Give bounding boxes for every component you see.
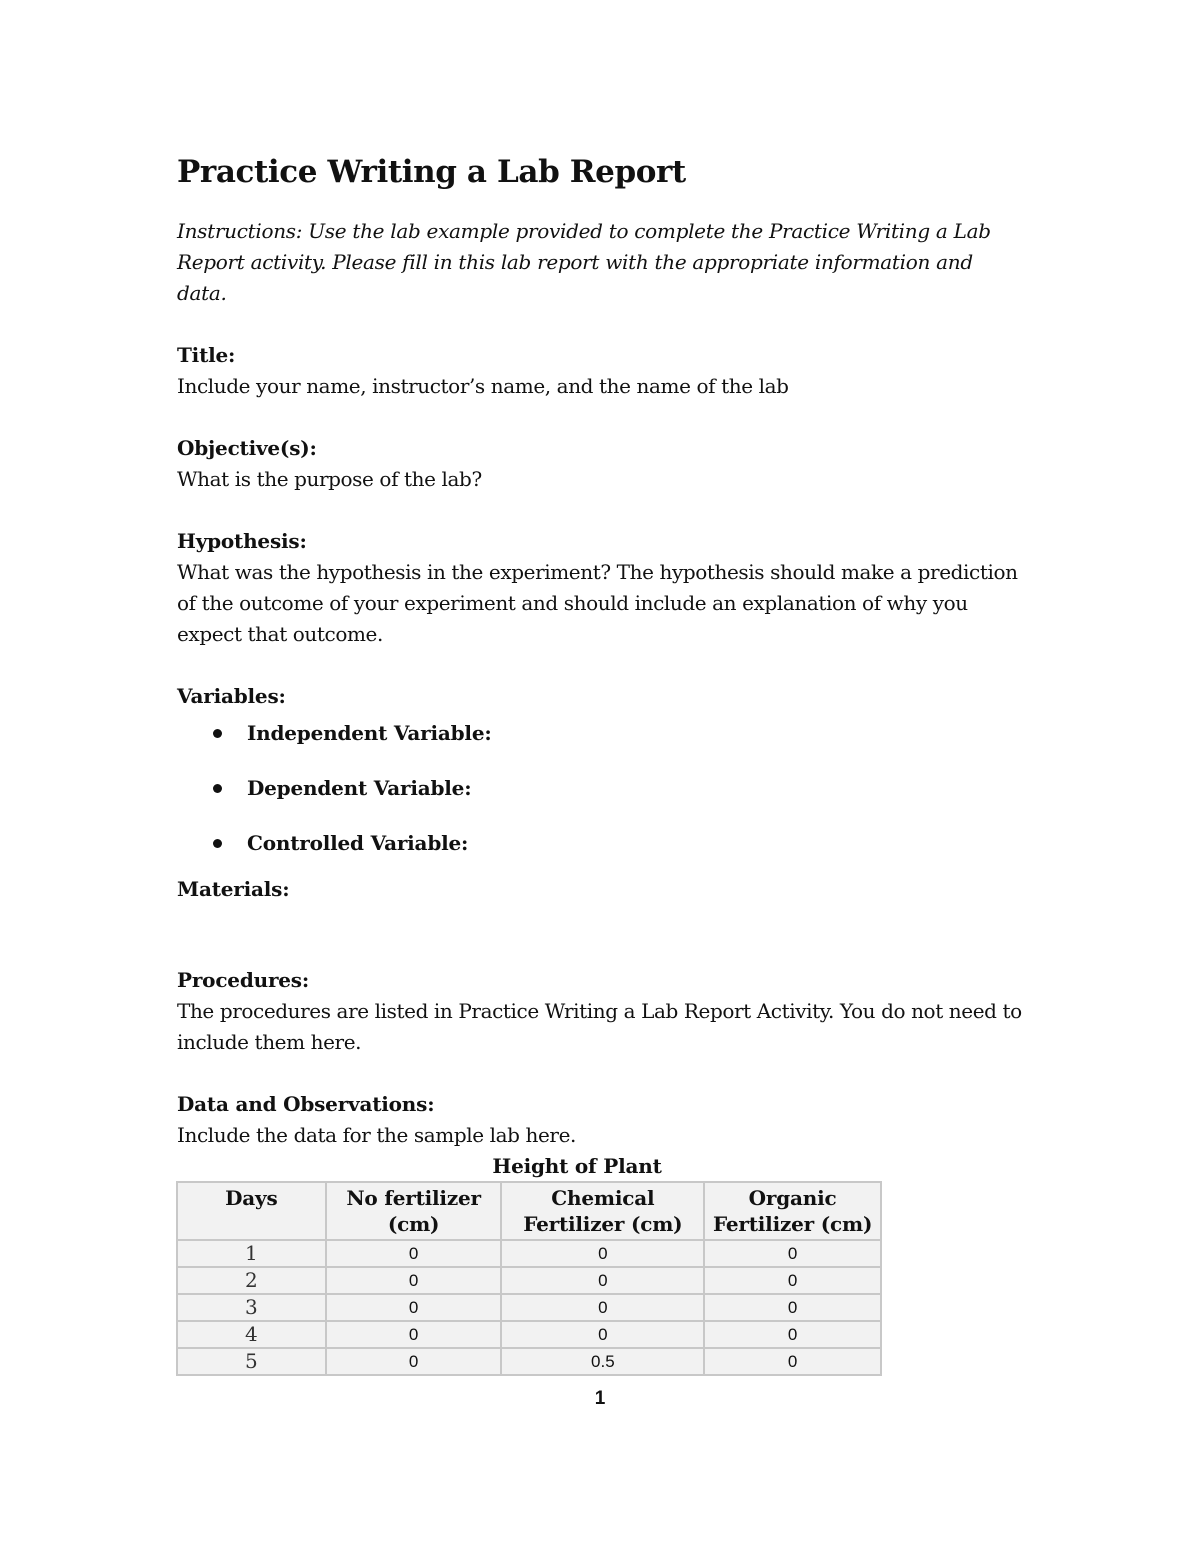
table-cell: 4 [177,1321,326,1348]
variables-list [177,718,1027,858]
bullet-icon [213,729,222,738]
table-cell: 3 [177,1294,326,1321]
instructions-text: Instructions: Use the lab example provided to complete the Practice Writing a Lab Report activity. Please fill in this lab report with the appropriate information and data. [177,219,991,305]
table-cell: 0 [326,1267,502,1294]
section-procedures [177,965,1027,1058]
variable-item [177,718,1027,748]
column-header-days: Days [177,1182,326,1240]
section-hypothesis [177,526,1027,650]
variable-label: Dependent Variable: [247,776,472,800]
section-title [177,340,1027,402]
materials-blank-area [177,905,1027,951]
table-cell: 0 [501,1240,704,1267]
table-cell: 0 [704,1348,881,1375]
table-row [177,1321,881,1348]
table-cell: 0 [704,1294,881,1321]
page-number: 1 [594,1388,606,1409]
section-procedures-text: The procedures are listed in Practice Writing a Lab Report Activity. You do not need to include them here. [177,999,1022,1054]
table-cell: 0.5 [501,1348,704,1375]
document-content [177,150,1027,1376]
column-header-no-fertilizer: No fertilizer (cm) [326,1182,502,1240]
section-objectives [177,433,1027,495]
table-cell: 0 [501,1267,704,1294]
section-materials-heading: Materials: [177,877,290,901]
section-materials [177,874,1027,951]
table-cell: 5 [177,1348,326,1375]
table-cell: 0 [704,1267,881,1294]
table-cell: 0 [326,1348,502,1375]
section-data [177,1089,1027,1151]
bullet-icon [213,784,222,793]
section-data-text: Include the data for the sample lab here. [177,1123,576,1147]
table-cell: 0 [501,1294,704,1321]
column-header-chemical-fertilizer: Chemical Fertilizer (cm) [501,1182,704,1240]
table-cell: 0 [704,1321,881,1348]
section-objectives-heading: Objective(s): [177,436,317,460]
table-cell: 2 [177,1267,326,1294]
section-objectives-text: What is the purpose of the lab? [177,467,482,491]
section-hypothesis-text: What was the hypothesis in the experiment? The hypothesis should make a prediction of the outcome of your experiment and should include an explanation of why you expect that outcome. [177,560,1018,646]
variable-label: Controlled Variable: [247,831,469,855]
table-cell: 0 [704,1240,881,1267]
bullet-icon [213,839,222,848]
column-header-organic-fertilizer: Organic Fertilizer (cm) [704,1182,881,1240]
table-row [177,1267,881,1294]
table-cell: 1 [177,1240,326,1267]
section-variables [177,681,1027,858]
table-cell: 0 [326,1294,502,1321]
variable-item [177,828,1027,858]
section-data-heading: Data and Observations: [177,1092,435,1116]
section-variables-heading: Variables: [177,684,286,708]
table-header-row [177,1182,881,1240]
table-cell: 0 [326,1240,502,1267]
section-procedures-heading: Procedures: [177,968,310,992]
table-row [177,1294,881,1321]
table-cell: 0 [326,1321,502,1348]
section-title-text: Include your name, instructor’s name, and the name of the lab [177,374,789,398]
table-title: Height of Plant [492,1154,662,1178]
variable-item [177,773,1027,803]
table-row [177,1348,881,1375]
table-row [177,1240,881,1267]
plant-height-table [176,1181,882,1376]
section-title-heading: Title: [177,343,236,367]
document-title: Practice Writing a Lab Report [177,154,686,190]
variable-label: Independent Variable: [247,721,492,745]
section-hypothesis-heading: Hypothesis: [177,529,307,553]
table-cell: 0 [501,1321,704,1348]
